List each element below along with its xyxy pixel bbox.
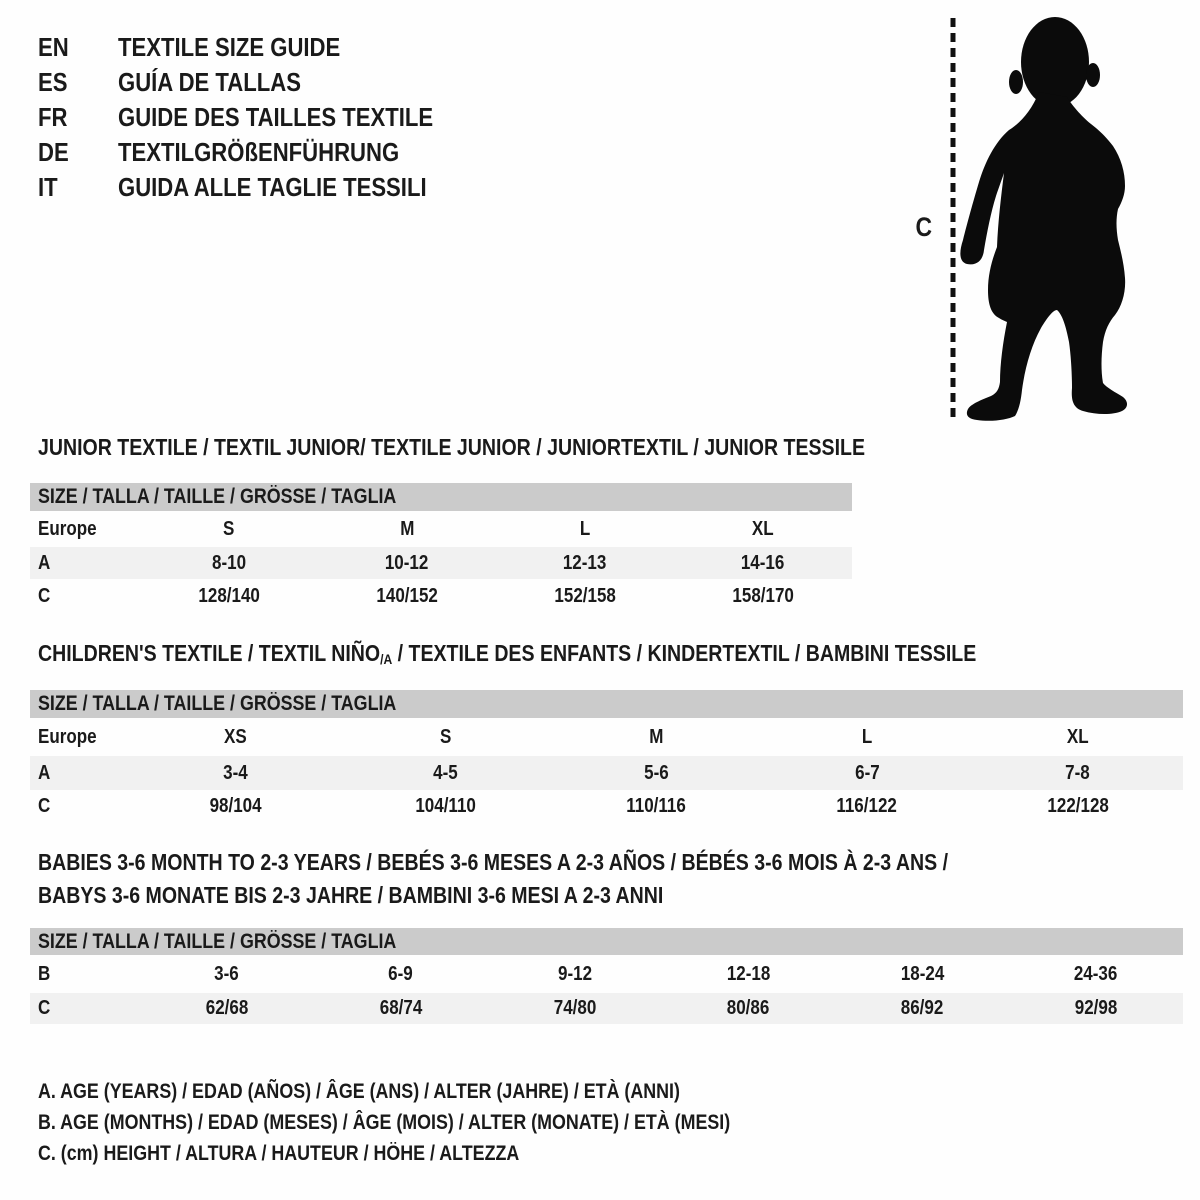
row-label: A [38,551,51,574]
height-cell [318,585,496,608]
height-value: 74/80 [553,997,596,1019]
age-cell [551,762,762,785]
row-label: Europe [38,517,97,540]
age-value: 8-10 [211,551,247,574]
junior-title-text: JUNIOR TEXTILE / TEXTIL JUNIOR/ TEXTILE JUNIOR / JUNIORTEXTIL / JUNIOR TESSILE [38,434,866,460]
height-value: 92/98 [1074,997,1118,1019]
height-cell [496,585,674,608]
measure-label-text: C [915,212,933,242]
height-cell [762,795,973,818]
height-cell [314,997,488,1020]
height-cell [341,795,552,818]
children-row-europe [30,718,1183,756]
age-cell [674,552,852,575]
row-label-cell [30,585,140,608]
junior-row-age [30,547,852,579]
months-value: 18-24 [900,962,944,985]
height-value: 116/122 [836,794,898,817]
height-value: 128/140 [198,584,260,607]
age-cell [496,552,674,575]
legend-line-b [38,1107,852,1138]
language-header [38,30,489,205]
language-title: GUIDE DES TAILLES TEXTILE [118,102,434,132]
age-cell [762,762,973,785]
row-label-cell [30,795,130,818]
language-title: TEXTILE SIZE GUIDE [118,32,341,62]
age-value: 7-8 [1065,761,1090,784]
size-header-text: SIZE / TALLA / TAILLE / GRÖSSE / TAGLIA [38,692,397,715]
months-cell [661,963,835,986]
age-cell [318,552,496,575]
size-cell [496,518,674,541]
children-title-after: / TEXTILE DES ENFANTS / KINDERTEXTIL / BAMBINI TESSILE [392,640,977,666]
age-value: 10-12 [385,551,429,574]
lang-row-es [38,65,489,100]
size-value: XL [752,517,774,540]
height-value: 68/74 [379,997,423,1019]
children-size-header-bar [30,690,1183,718]
row-label-cell [30,997,140,1020]
baby-body [960,92,1127,421]
junior-size-table [30,483,852,613]
height-cell [140,585,318,608]
height-cell [140,997,314,1020]
row-label-cell [30,552,140,575]
junior-row-europe [30,511,852,547]
children-row-age [30,756,1183,790]
size-cell [762,726,973,749]
size-header-text: SIZE / TALLA / TAILLE / GRÖSSE / TAGLIA [38,929,397,953]
age-cell [130,762,341,785]
children-row-height [30,790,1183,822]
row-label: B [38,962,51,985]
lang-row-it [38,170,489,205]
babies-title-line2: BABYS 3-6 MONATE BIS 2-3 JAHRE / BAMBINI 3-6 MESI A 2-3 ANNI [38,882,664,908]
height-value: 98/104 [209,794,262,817]
babies-section-title [38,846,1109,912]
height-cell [972,795,1183,818]
size-value: XL [1066,725,1089,748]
babies-row-months [30,955,1183,993]
height-cell [1009,997,1183,1020]
lang-row-fr [38,100,489,135]
size-value: XS [223,725,247,748]
legend-text-c: C. (cm) HEIGHT / ALTURA / HAUTEUR / HÖHE / ALTEZZA [38,1141,520,1165]
size-value: S [440,725,452,748]
row-label: C [38,584,51,607]
language-code: EN [38,32,69,62]
months-value: 12-18 [726,962,771,985]
height-cell [674,585,852,608]
height-value: 152/158 [554,584,616,607]
legend-text-a: A. AGE (YEARS) / EDAD (AÑOS) / ÂGE (ANS) / ALTER (JAHRE) / ETÀ (ANNI) [38,1079,680,1103]
size-value: M [649,725,664,748]
lang-row-en [38,30,489,65]
height-cell [551,795,762,818]
language-title: GUÍA DE TALLAS [118,67,301,97]
measurement-legend [38,1076,852,1169]
height-value: 122/128 [1046,794,1109,817]
months-cell [1009,963,1183,986]
size-value: L [579,517,591,540]
legend-text-b: B. AGE (MONTHS) / EDAD (MESES) / ÂGE (MOIS) / ALTER (MONATE) / ETÀ (MESI) [38,1110,731,1134]
months-value: 3-6 [214,962,240,985]
row-label: Europe [38,725,97,748]
height-value: 62/68 [205,997,249,1019]
height-value: 140/152 [376,584,438,607]
language-code: ES [38,67,68,97]
height-cell [130,795,341,818]
row-label-cell [30,963,140,986]
size-cell [551,726,762,749]
size-cell [130,726,341,749]
months-value: 24-36 [1074,962,1118,985]
row-label-cell [30,762,130,785]
size-cell [972,726,1183,749]
age-value: 4-5 [433,761,459,784]
row-label: A [38,761,51,784]
months-value: 6-9 [388,962,414,985]
language-code: DE [38,137,69,167]
height-measure-label [914,212,934,243]
age-value: 6-7 [854,761,880,784]
language-title: TEXTILGRÖßENFÜHRUNG [118,137,400,167]
months-value: 9-12 [557,962,592,985]
size-cell [341,726,552,749]
babies-title-line1: BABIES 3-6 MONTH TO 2-3 YEARS / BEBÉS 3-6 MESES A 2-3 AÑOS / BÉBÉS 3-6 MOIS À 2-3 ANS / [38,849,949,875]
baby-ear-right [1086,63,1100,87]
language-title: GUIDA ALLE TAGLIE TESSILI [118,172,427,202]
months-cell [488,963,662,986]
row-label-cell [30,726,130,749]
height-value: 104/110 [415,794,477,817]
legend-line-c [38,1138,852,1169]
age-value: 14-16 [741,551,785,574]
age-value: 3-4 [223,761,248,784]
children-section-title [38,640,1142,668]
age-value: 5-6 [644,761,669,784]
height-value: 110/116 [626,794,687,817]
children-title-text [38,640,976,668]
language-code: FR [38,102,68,132]
junior-section-title [38,434,1011,461]
months-cell [835,963,1009,986]
row-label-cell [30,518,140,541]
height-value: 80/86 [727,997,770,1019]
age-cell [972,762,1183,785]
baby-silhouette [955,12,1141,424]
row-label: C [38,997,51,1019]
lang-row-de [38,135,489,170]
legend-line-a [38,1076,852,1107]
baby-ear-left [1009,70,1023,94]
size-cell [140,518,318,541]
row-label: C [38,794,51,817]
size-value: M [399,517,415,540]
junior-size-header-bar [30,483,852,511]
size-cell [674,518,852,541]
babies-row-height [30,993,1183,1024]
height-cell [488,997,662,1020]
babies-size-header-bar [30,928,1183,955]
children-title-subscript: /A [380,652,393,669]
age-cell [140,552,318,575]
baby-head [1021,17,1089,107]
months-cell [140,963,314,986]
height-value: 158/170 [732,584,794,607]
children-size-table [30,690,1183,822]
age-value: 12-13 [563,551,607,574]
height-value: 86/92 [900,997,944,1019]
size-header-text: SIZE / TALLA / TAILLE / GRÖSSE / TAGLIA [38,485,397,508]
size-value: S [223,517,235,540]
months-cell [314,963,488,986]
junior-row-height [30,579,852,613]
children-title-before: CHILDREN'S TEXTILE / TEXTIL NIÑO [38,640,381,666]
age-cell [341,762,552,785]
height-cell [661,997,835,1020]
language-code: IT [38,172,58,202]
size-value: L [861,725,873,748]
height-cell [835,997,1009,1020]
size-cell [318,518,496,541]
babies-size-table [30,928,1183,1024]
